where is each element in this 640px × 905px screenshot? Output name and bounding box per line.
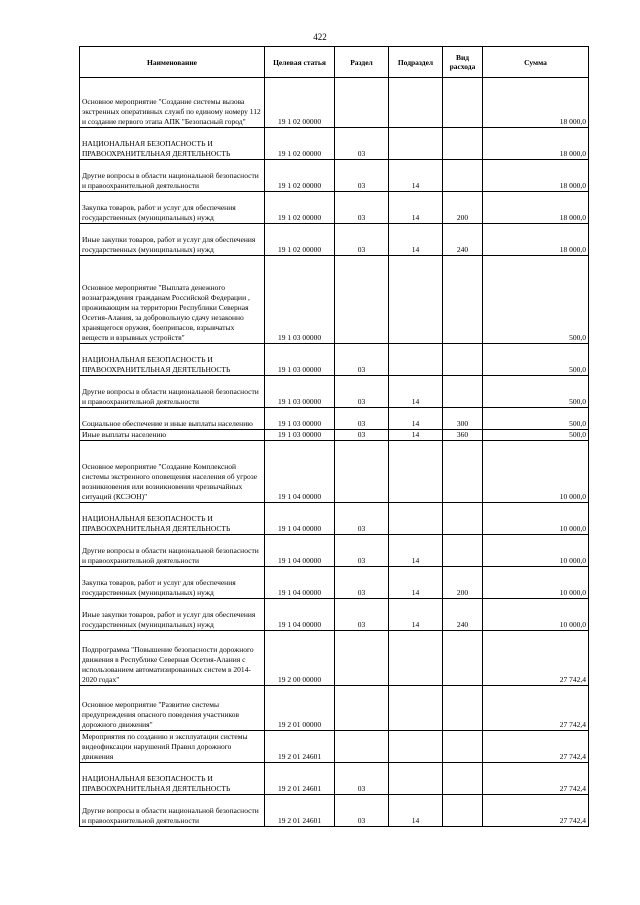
cell-target: 19 1 03 00000 [265, 256, 335, 344]
cell-section: 03 [335, 408, 389, 430]
cell-name: НАЦИОНАЛЬНАЯ БЕЗОПАСНОСТЬ И ПРАВООХРАНИТЕЛЬНАЯ ДЕЯТЕЛЬНОСТЬ [80, 128, 265, 160]
cell-amount: 500,0 [483, 430, 589, 441]
cell-section [335, 256, 389, 344]
cell-subsection: 14 [389, 224, 443, 256]
cell-amount: 27 742,4 [483, 763, 589, 795]
cell-name: Социальное обеспечение и иные выплаты населению [80, 408, 265, 430]
page-number: 422 [313, 32, 327, 42]
cell-name: Основное мероприятие "Создание Комплексной системы экстренного оповещения населения об угрозе возникновения или возникновении чрезвычайных ситуаций (КСЭОН)" [80, 441, 265, 503]
cell-subsection [389, 686, 443, 731]
table-row [80, 731, 589, 763]
cell-expense-type: 360 [443, 430, 483, 441]
table-row [80, 763, 589, 795]
cell-target: 19 1 04 00000 [265, 599, 335, 631]
cell-amount: 18 000,0 [483, 224, 589, 256]
cell-subsection [389, 631, 443, 686]
table-row [80, 78, 589, 128]
cell-subsection [389, 256, 443, 344]
cell-name: Основное мероприятие "Создание системы вызова экстренных оперативных служб по единому номеру 112 и создание первого этапа АПК "Безопасный город" [80, 78, 265, 128]
cell-section [335, 78, 389, 128]
cell-amount: 27 742,4 [483, 631, 589, 686]
cell-expense-type: 240 [443, 224, 483, 256]
cell-name: Другие вопросы в области национальной безопасности и правоохранительной деятельности [80, 160, 265, 192]
cell-subsection: 14 [389, 567, 443, 599]
cell-expense-type [443, 78, 483, 128]
cell-subsection: 14 [389, 192, 443, 224]
table-row [80, 567, 589, 599]
cell-section [335, 631, 389, 686]
cell-subsection [389, 78, 443, 128]
cell-section: 03 [335, 344, 389, 376]
cell-amount: 27 742,4 [483, 731, 589, 763]
table-row [80, 256, 589, 344]
table-row [80, 686, 589, 731]
column-header-name: Наименование [80, 47, 265, 78]
cell-section [335, 441, 389, 503]
table-header-row [80, 47, 589, 78]
cell-name: Закупка товаров, работ и услуг для обеспечения государственных (муниципальных) нужд [80, 192, 265, 224]
cell-target: 19 1 04 00000 [265, 535, 335, 567]
cell-expense-type [443, 376, 483, 408]
cell-target: 19 2 01 24601 [265, 731, 335, 763]
cell-section: 03 [335, 503, 389, 535]
cell-amount: 18 000,0 [483, 78, 589, 128]
cell-subsection: 14 [389, 408, 443, 430]
cell-subsection: 14 [389, 376, 443, 408]
cell-subsection: 14 [389, 599, 443, 631]
cell-name: Подпрограмма "Повышение безопасности дорожного движения в Республике Северная Осетия-Алания с использованием автоматизированных систем в 2014-2020 годах" [80, 631, 265, 686]
cell-section: 03 [335, 795, 389, 827]
table-row [80, 128, 589, 160]
cell-target: 19 1 03 00000 [265, 344, 335, 376]
cell-subsection [389, 763, 443, 795]
column-header-expense-type: Вид расхода [443, 47, 483, 78]
cell-section: 03 [335, 224, 389, 256]
cell-target: 19 1 02 00000 [265, 78, 335, 128]
table-row [80, 224, 589, 256]
cell-name: Основное мероприятие "Выплата денежного вознаграждения гражданам Российской Федерации , проживающим на территории Республики Северная Осетия-Алания, за добровольную сдачу незаконно хранящегося оружия, боеприпасов, взрывчатых веществ и взрывных устройств" [80, 256, 265, 344]
cell-section: 03 [335, 160, 389, 192]
cell-name: Мероприятия по созданию и эксплуатации системы видеофиксации нарушений Правил дорожного движения [80, 731, 265, 763]
table-row [80, 795, 589, 827]
cell-section: 03 [335, 128, 389, 160]
cell-expense-type [443, 344, 483, 376]
cell-amount: 10 000,0 [483, 567, 589, 599]
cell-expense-type: 200 [443, 567, 483, 599]
cell-name: НАЦИОНАЛЬНАЯ БЕЗОПАСНОСТЬ И ПРАВООХРАНИТЕЛЬНАЯ ДЕЯТЕЛЬНОСТЬ [80, 763, 265, 795]
cell-expense-type [443, 256, 483, 344]
table-row [80, 631, 589, 686]
cell-expense-type [443, 631, 483, 686]
table-row [80, 408, 589, 430]
cell-target: 19 1 02 00000 [265, 192, 335, 224]
cell-name: Закупка товаров, работ и услуг для обеспечения государственных (муниципальных) нужд [80, 567, 265, 599]
cell-target: 19 2 01 24601 [265, 763, 335, 795]
cell-name: Другие вопросы в области национальной безопасности и правоохранительной деятельности [80, 795, 265, 827]
cell-amount: 10 000,0 [483, 441, 589, 503]
cell-name: НАЦИОНАЛЬНАЯ БЕЗОПАСНОСТЬ И ПРАВООХРАНИТЕЛЬНАЯ ДЕЯТЕЛЬНОСТЬ [80, 344, 265, 376]
cell-name: Другие вопросы в области национальной безопасности и правоохранительной деятельности [80, 535, 265, 567]
cell-subsection [389, 503, 443, 535]
table-row [80, 376, 589, 408]
cell-amount: 27 742,4 [483, 795, 589, 827]
cell-expense-type [443, 441, 483, 503]
cell-target: 19 1 04 00000 [265, 503, 335, 535]
cell-section: 03 [335, 599, 389, 631]
cell-target: 19 1 03 00000 [265, 430, 335, 441]
cell-expense-type [443, 503, 483, 535]
cell-section: 03 [335, 535, 389, 567]
cell-amount: 18 000,0 [483, 192, 589, 224]
table-row [80, 535, 589, 567]
cell-target: 19 1 03 00000 [265, 408, 335, 430]
cell-amount: 27 742,4 [483, 686, 589, 731]
cell-section [335, 686, 389, 731]
cell-expense-type [443, 128, 483, 160]
cell-expense-type [443, 160, 483, 192]
cell-section: 03 [335, 567, 389, 599]
cell-expense-type [443, 686, 483, 731]
table-row [80, 503, 589, 535]
cell-amount: 500,0 [483, 256, 589, 344]
column-header-amount: Сумма [483, 47, 589, 78]
cell-subsection: 14 [389, 160, 443, 192]
table-row [80, 441, 589, 503]
cell-target: 19 1 04 00000 [265, 567, 335, 599]
column-header-subsection: Подраздел [389, 47, 443, 78]
cell-subsection: 14 [389, 430, 443, 441]
cell-name: НАЦИОНАЛЬНАЯ БЕЗОПАСНОСТЬ И ПРАВООХРАНИТЕЛЬНАЯ ДЕЯТЕЛЬНОСТЬ [80, 503, 265, 535]
cell-target: 19 1 04 00000 [265, 441, 335, 503]
cell-target: 19 1 02 00000 [265, 224, 335, 256]
cell-amount: 10 000,0 [483, 503, 589, 535]
cell-expense-type: 240 [443, 599, 483, 631]
cell-expense-type: 200 [443, 192, 483, 224]
cell-target: 19 2 01 00000 [265, 686, 335, 731]
cell-target: 19 1 02 00000 [265, 128, 335, 160]
column-header-section: Раздел [335, 47, 389, 78]
cell-subsection [389, 128, 443, 160]
cell-expense-type [443, 535, 483, 567]
cell-target: 19 2 00 00000 [265, 631, 335, 686]
cell-expense-type: 300 [443, 408, 483, 430]
cell-amount: 18 000,0 [483, 128, 589, 160]
cell-section: 03 [335, 376, 389, 408]
cell-section: 03 [335, 763, 389, 795]
cell-amount: 10 000,0 [483, 599, 589, 631]
cell-target: 19 1 02 00000 [265, 160, 335, 192]
table-row [80, 599, 589, 631]
table-row [80, 344, 589, 376]
cell-subsection: 14 [389, 535, 443, 567]
cell-target: 19 1 03 00000 [265, 376, 335, 408]
budget-table [79, 46, 589, 827]
cell-section: 03 [335, 192, 389, 224]
cell-name: Иные закупки товаров, работ и услуг для обеспечения государственных (муниципальных) нужд [80, 599, 265, 631]
cell-name: Другие вопросы в области национальной безопасности и правоохранительной деятельности [80, 376, 265, 408]
cell-name: Основное мероприятие "Развитие системы предупреждения опасного поведения участников дорожного движения" [80, 686, 265, 731]
cell-name: Иные закупки товаров, работ и услуг для обеспечения государственных (муниципальных) нужд [80, 224, 265, 256]
cell-amount: 500,0 [483, 408, 589, 430]
table-row [80, 192, 589, 224]
cell-amount: 10 000,0 [483, 535, 589, 567]
cell-subsection [389, 441, 443, 503]
cell-section: 03 [335, 430, 389, 441]
cell-subsection: 14 [389, 795, 443, 827]
cell-expense-type [443, 795, 483, 827]
cell-subsection [389, 344, 443, 376]
cell-name: Иные выплаты населению [80, 430, 265, 441]
cell-amount: 500,0 [483, 344, 589, 376]
table-row [80, 160, 589, 192]
cell-amount: 18 000,0 [483, 160, 589, 192]
cell-amount: 500,0 [483, 376, 589, 408]
column-header-target: Целевая статья [265, 47, 335, 78]
cell-section [335, 731, 389, 763]
table-row [80, 430, 589, 441]
cell-expense-type [443, 731, 483, 763]
cell-subsection [389, 731, 443, 763]
cell-expense-type [443, 763, 483, 795]
table-body [80, 78, 589, 827]
cell-target: 19 2 01 24601 [265, 795, 335, 827]
